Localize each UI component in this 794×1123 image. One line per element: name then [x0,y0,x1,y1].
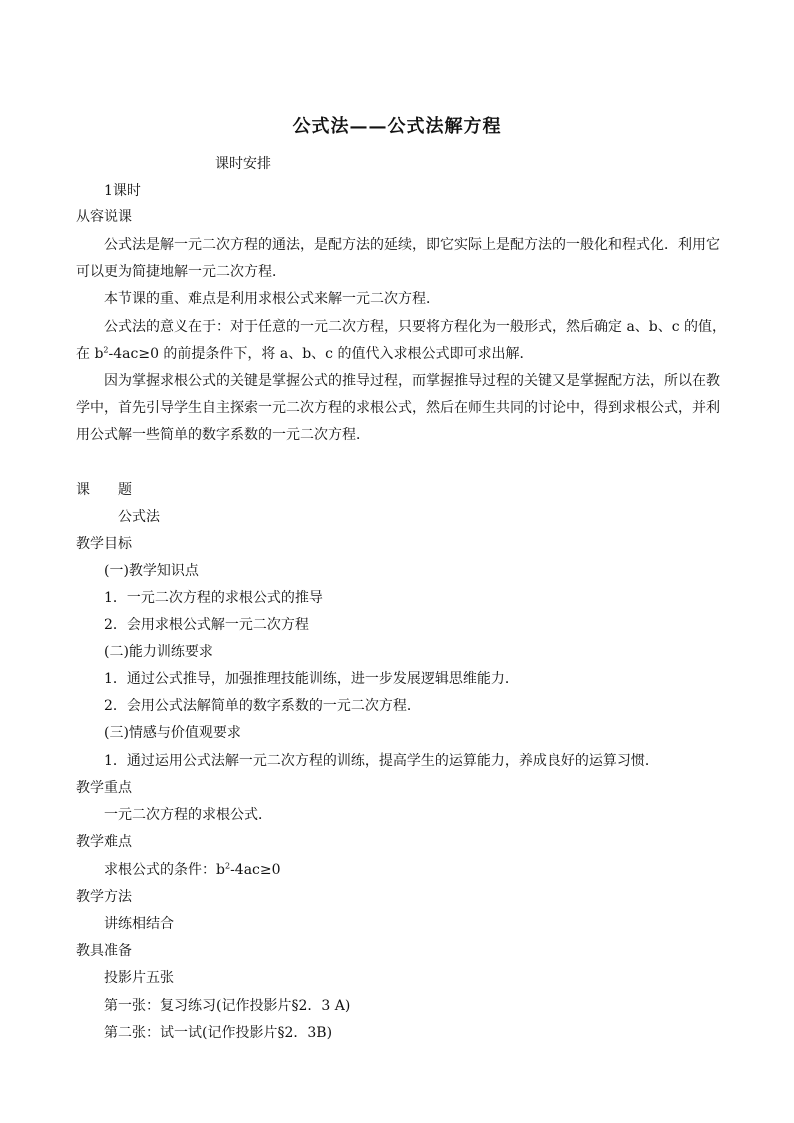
goal-1-heading: (一)教学知识点 [104,563,199,579]
goal-1-item-1: 1．一元二次方程的求根公式的推导 [104,590,323,606]
intro-paragraph-1-line-1: 公式法是解一元二次方程的通法，是配方法的延续，即它实际上是配方法的一般化和程式化．利用它 [104,237,720,253]
intro-paragraph-4-line-1: 因为掌握求根公式的关键是掌握公式的推导过程，而掌握推导过程的关键又是掌握配方法，所以在教 [104,373,720,389]
tools-heading: 教具准备 [76,943,132,959]
goal-1-item-2: 2．会用求根公式解一元二次方程 [104,617,309,633]
key-value: 一元二次方程的求根公式． [104,807,272,823]
schedule-heading: 课时安排 [215,156,271,172]
intro-paragraph-2: 本节课的重、难点是利用求根公式来解一元二次方程． [104,291,440,307]
slide-2: 第二张：试一试(记作投影片§2．3B) [104,1025,333,1041]
goal-3-item-1: 1．通过运用公式法解一元二次方程的训练，提高学生的运算能力，养成良好的运算习惯． [104,753,659,769]
difficulty-heading: 教学难点 [76,834,132,850]
method-heading: 教学方法 [76,889,132,905]
topic-value: 公式法 [118,509,160,525]
topic-label: 课 题 [76,482,132,498]
exponent: 2 [103,345,109,355]
difficulty-suffix: -4ac≥0 [230,862,281,878]
schedule-value: 1课时 [104,183,141,199]
formula-suffix: -4ac≥0 的前提条件下，将 a、b、c 的值代入求根公式即可求出解． [108,346,534,362]
exponent: 2 [224,861,231,871]
document-title: 公式法——公式法解方程 [292,116,502,137]
intro-paragraph-4-line-2: 学中，首先引导学生自主探索一元二次方程的求根公式，然后在师生共同的讨论中，得到求根公式，并利 [76,400,720,416]
goal-2-heading: (二)能力训练要求 [104,644,213,660]
difficulty-value [104,861,281,879]
goal-2-item-1: 1．通过公式推导，加强推理技能训练，进一步发展逻辑思维能力． [104,671,519,687]
key-heading: 教学重点 [76,780,132,796]
intro-paragraph-1-line-2: 可以更为简捷地解一元二次方程． [76,264,286,280]
slide-1: 第一张：复习练习(记作投影片§2．3 A) [104,998,351,1014]
intro-paragraph-3-line-2 [76,345,533,363]
goals-heading: 教学目标 [76,536,132,552]
formula-prefix: 在 b [76,346,104,362]
goal-2-item-2: 2．会用公式法解简单的数字系数的一元二次方程． [104,698,421,714]
difficulty-prefix: 求根公式的条件：b [104,862,225,878]
goal-3-heading: (三)情感与价值观要求 [104,725,241,741]
tools-value: 投影片五张 [104,970,174,986]
intro-paragraph-3-line-1: 公式法的意义在于：对于任意的一元二次方程，只要将方程化为一般形式，然后确定 a、b、c 的值， [104,319,727,335]
method-value: 讲练相结合 [104,916,174,932]
section-intro-heading: 从容说课 [76,209,132,225]
intro-paragraph-4-line-3: 用公式解一些简单的数字系数的一元二次方程． [76,427,370,443]
